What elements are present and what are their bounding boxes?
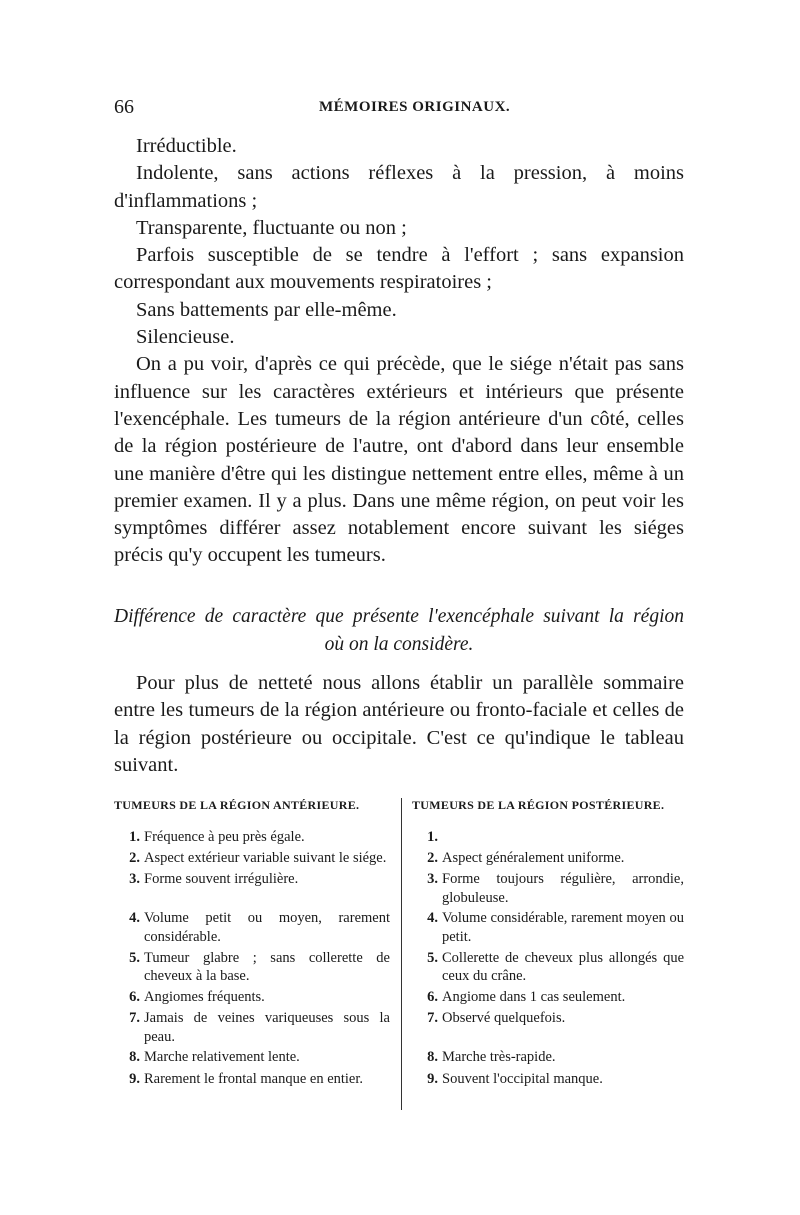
body-text [114,133,684,570]
text-line: Parfois susceptible de se tendre à l'effort ; sans expansion correspondant aux mouvements respiratoires ; [114,244,684,294]
row-number: 1. [129,828,140,845]
row-text: Angiome dans 1 cas seulement. [442,989,626,1006]
table-row [114,828,390,847]
table-row [412,1070,684,1089]
page-number: 66 [114,96,134,118]
row-number: 6. [427,989,438,1006]
row-number: 7. [427,1010,438,1027]
row-number: 2. [129,849,140,866]
table-row [114,1070,390,1089]
row-text: Aspect généralement uniforme. [442,849,625,866]
table-row [412,949,684,986]
comparison-table [114,796,689,1116]
table-row [412,849,684,868]
table-row [412,828,684,847]
text-line: Indolente, sans actions réflexes à la pression, à moins d'inflammations ; [114,162,684,212]
table-row [114,909,390,946]
row-number: 3. [427,870,438,887]
table-row [412,1048,684,1067]
row-number: 4. [427,910,438,927]
row-number: 8. [129,1049,140,1066]
row-number: 3. [129,870,140,887]
text-line: Sans battements par elle-même. [136,298,397,321]
row-number: 5. [129,949,140,966]
table-row [114,870,390,907]
column-header-posterior: TUMEURS DE LA RÉGION POSTÉRIEURE. [412,798,665,812]
row-text: Angiomes fréquents. [144,988,265,1005]
table-row [114,949,390,986]
body-paragraph: On a pu voir, d'après ce qui précède, que le siége n'était pas sans influence sur les caractères extérieurs et intérieurs que présente l'exencéphale. Les tumeurs de la région antérieure d'un côté, celles de la région postérieure de l'autre, ont d'abord dans leur ensemble une manière d'être qui les distingue nettement entre elles, même à un premier examen. Il y a plus. Dans une même région, on peut voir les symptômes différer assez notablement encore suivant les siéges précis qu'y occupent les tumeurs. [114,353,684,567]
row-number: 4. [129,910,140,927]
row-text: Volume considérable, rarement moyen ou petit. [442,910,684,945]
row-number: 6. [129,988,140,1005]
row-text: Volume petit ou moyen, rarement considérable. [144,910,390,945]
row-text: Observé quelquefois. [442,1010,566,1027]
column-divider [401,798,402,1110]
row-number: 9. [129,1070,140,1087]
text-line: Silencieuse. [136,326,235,349]
table-row [114,988,390,1007]
section-title-line-2: où on la considère. [324,634,474,655]
row-text: Aspect extérieur variable suivant le siége. [144,849,387,866]
table-row [412,870,684,907]
table-row [412,988,684,1007]
row-text: Marche très-rapide. [442,1049,556,1066]
row-number: 1. [427,828,438,845]
row-text: Tumeur glabre ; sans collerette de cheveux à la base. [144,949,390,985]
page-header [114,96,680,122]
row-number: 7. [129,1010,140,1027]
row-number: 8. [427,1049,438,1066]
intro-paragraph [114,670,684,779]
row-text: Collerette de cheveux plus allongés que ceux du crâne. [442,949,684,985]
row-list-posterior [412,828,684,1089]
row-text: Souvent l'occipital manque. [442,1070,603,1087]
text-line: Transparente, fluctuante ou non ; [136,216,407,239]
row-text: Forme souvent irrégulière. [144,870,299,887]
table-row [412,909,684,946]
text-line: Irréductible. [136,135,237,157]
row-number: 2. [427,849,438,866]
table-column-anterior [114,796,390,1091]
row-text: Fréquence à peu près égale. [144,828,305,845]
row-text: Jamais de veines variqueuses sous la peau. [144,1010,390,1045]
table-row [412,1009,684,1046]
row-text: Forme toujours régulière, arrondie, globuleuse. [442,870,684,906]
table-row [114,1009,390,1046]
section-title [114,603,684,659]
row-text: Rarement le frontal manque en entier. [144,1070,364,1087]
section-title-line-1: Différence de caractère que présente l'exencéphale suivant la région [114,606,684,627]
row-number: 9. [427,1070,438,1087]
table-row [114,849,390,868]
running-head: MÉMOIRES ORIGINAUX. [319,99,511,115]
intro-text: Pour plus de netteté nous allons établir un parallèle sommaire entre les tumeurs de la région antérieure ou fronto-faciale et celles de la région postérieure ou occipitale. C'est ce qu'indique le tableau suivant. [114,672,684,776]
row-number: 5. [427,949,438,966]
row-text: Marche relativement lente. [144,1049,300,1066]
table-column-posterior [412,796,684,1091]
table-row [114,1048,390,1067]
column-header-anterior: TUMEURS DE LA RÉGION ANTÉRIEURE. [114,798,360,812]
row-list-anterior [114,828,390,1089]
